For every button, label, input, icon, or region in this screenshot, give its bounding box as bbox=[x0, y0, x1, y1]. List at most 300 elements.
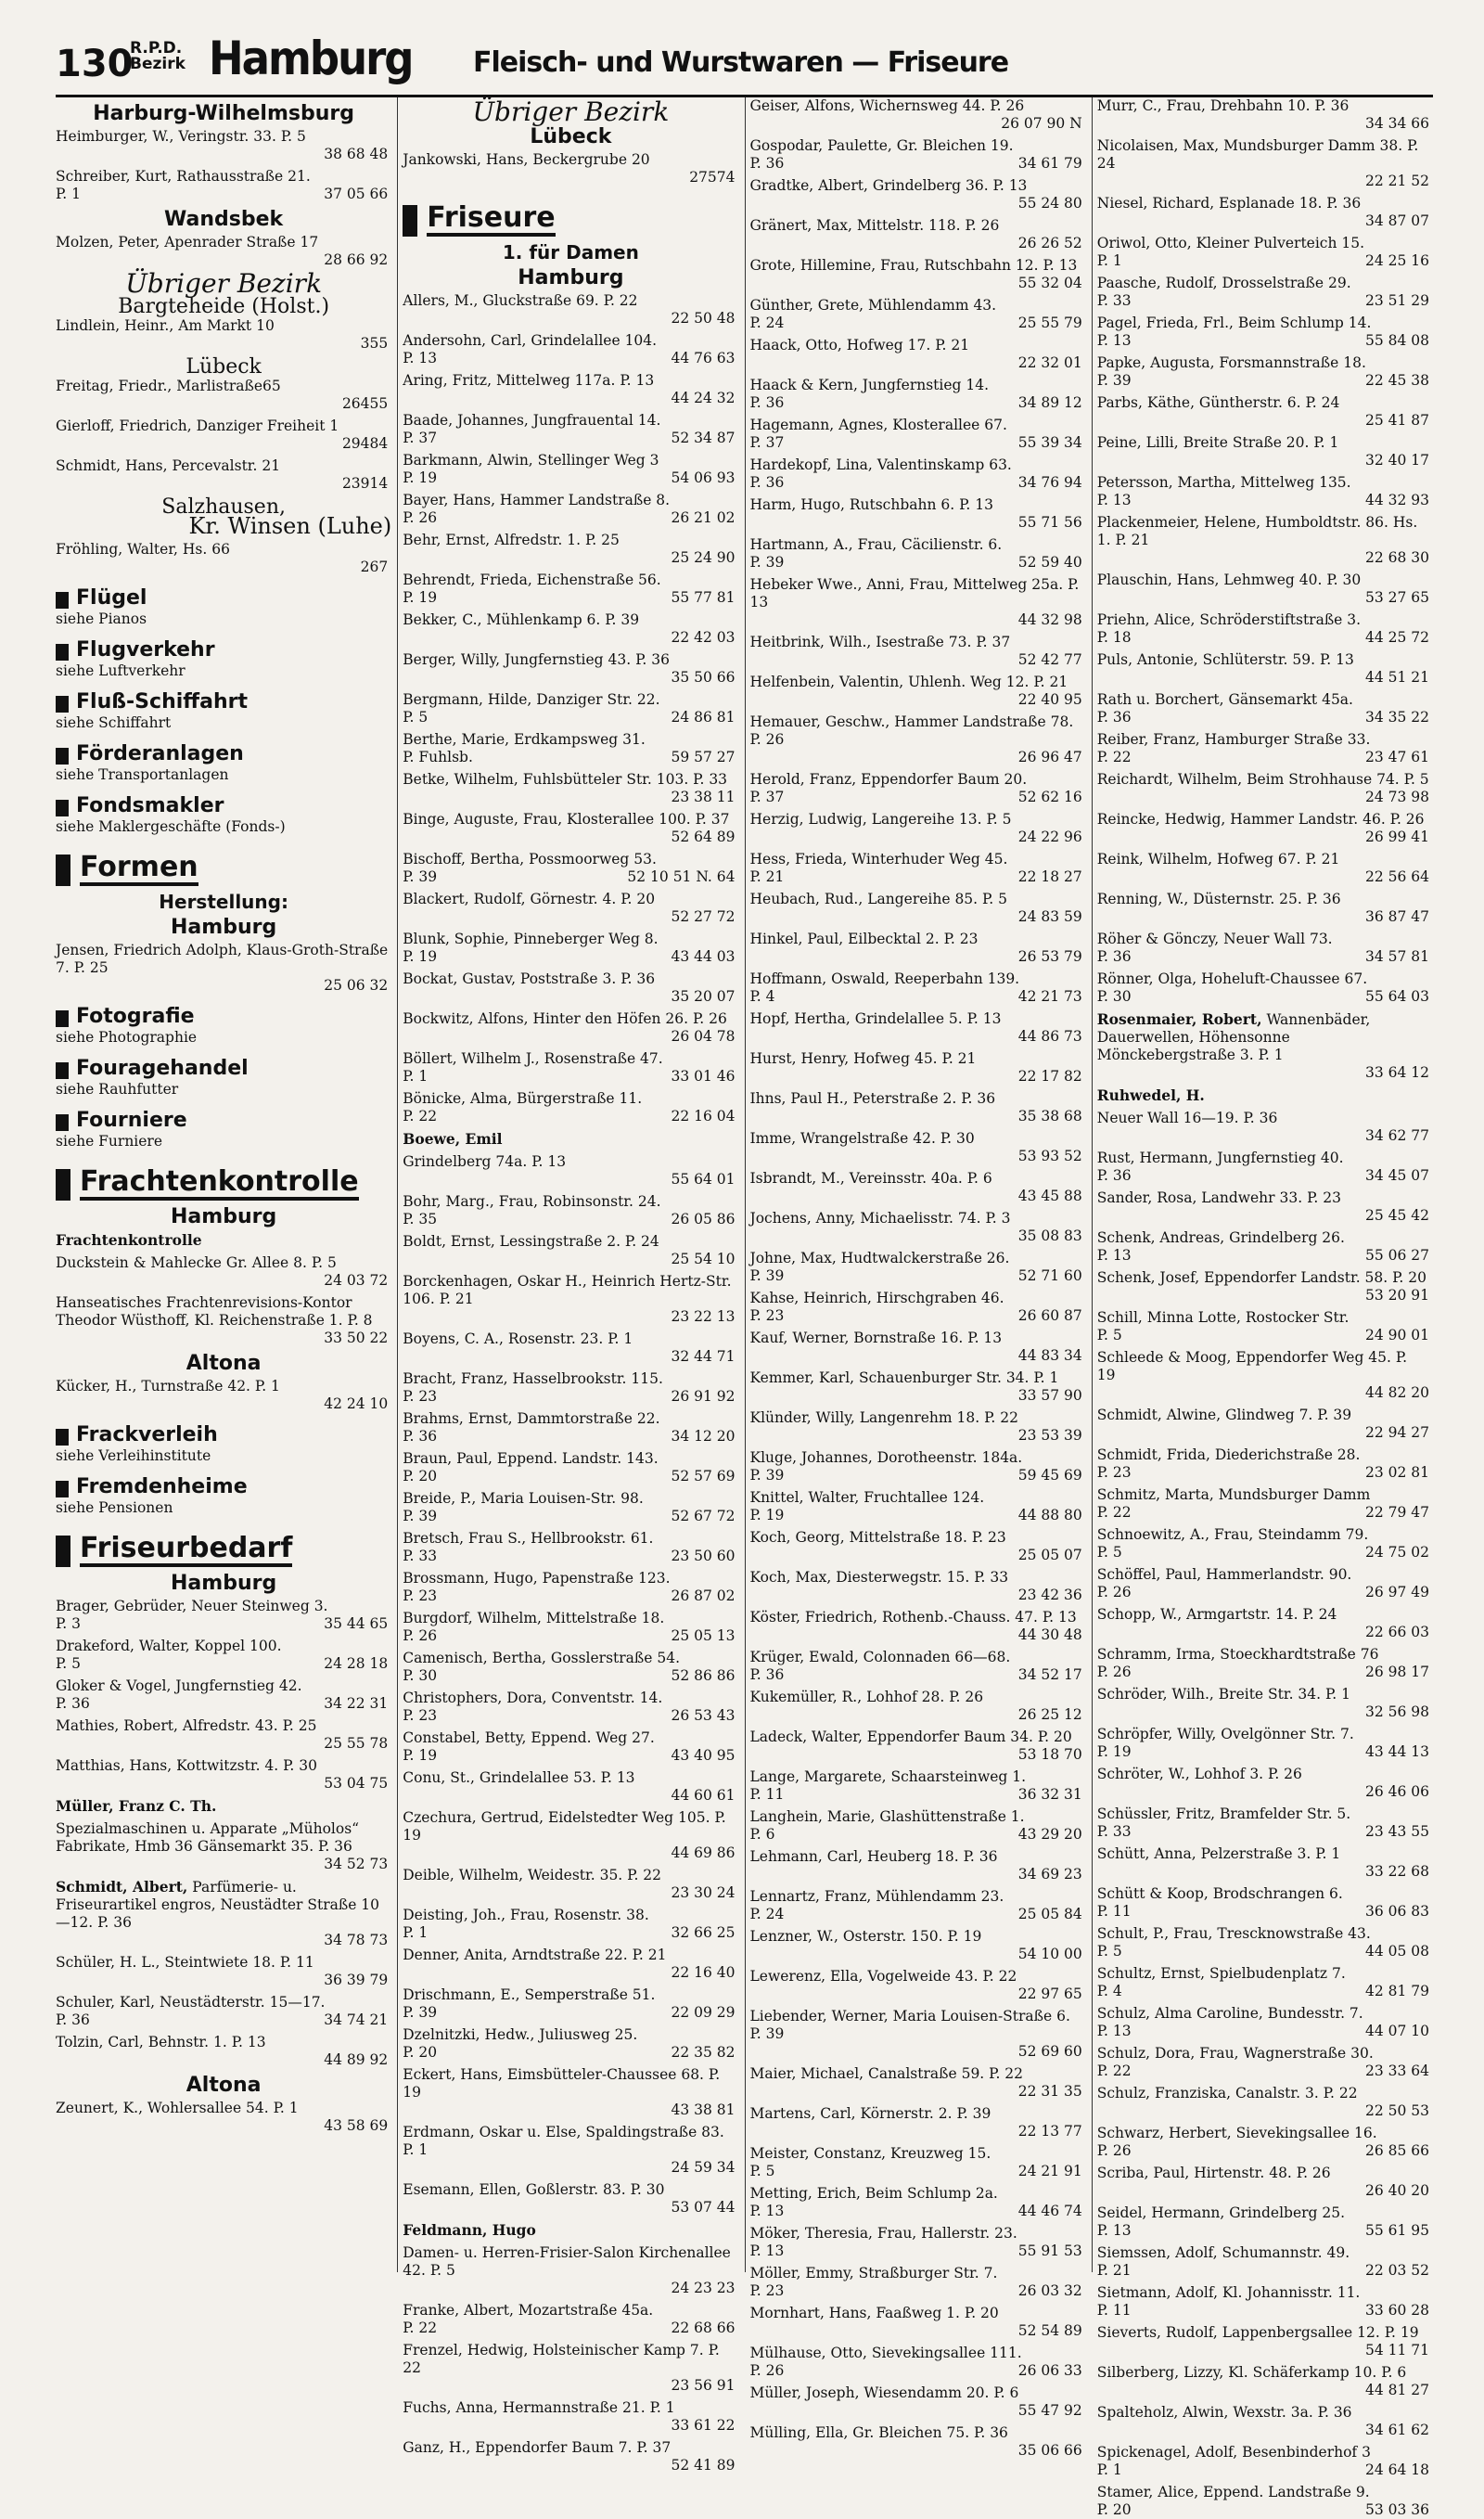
listing-entry bbox=[56, 378, 388, 413]
listing-entry bbox=[403, 2066, 735, 2119]
listing-entry bbox=[750, 713, 1082, 766]
postal-zone: P. 13 bbox=[749, 2243, 785, 2259]
listing-name: Reink, Wilhelm, Hofweg 67. P. 21 bbox=[1096, 851, 1340, 868]
phone-number: 26 99 41 bbox=[1364, 829, 1429, 845]
listing-name: Schütt, Anna, Pelzerstraße 3. P. 1 bbox=[1096, 1845, 1341, 1862]
listing-entry bbox=[403, 2244, 735, 2297]
listing-meta bbox=[750, 434, 1082, 452]
listing-entry bbox=[1097, 2324, 1429, 2359]
listing-entry bbox=[750, 2424, 1082, 2460]
listing-entry bbox=[750, 1290, 1082, 1325]
listing-entry bbox=[403, 1050, 735, 1086]
region-heading: Übriger Bezirk bbox=[472, 96, 670, 127]
phone-number: 36 06 83 bbox=[1364, 1903, 1429, 1920]
listing-meta bbox=[56, 1655, 388, 1673]
section-title: Fremdenheime bbox=[76, 1475, 248, 1498]
phone-number: 44 89 92 bbox=[324, 2051, 389, 2068]
listing-name: Reichardt, Wilhelm, Beim Strohhause 74. P. 5 bbox=[1096, 771, 1429, 788]
phone-number: 53 27 65 bbox=[1364, 589, 1429, 606]
listing-name: Schröter, W., Lohhof 3. P. 26 bbox=[1096, 1766, 1302, 1782]
listing-entry bbox=[403, 891, 735, 926]
phone-number: 44 46 74 bbox=[1017, 2203, 1082, 2219]
listing-entry bbox=[56, 1797, 388, 1816]
listing-entry bbox=[1097, 811, 1429, 846]
phone-number: 26 07 90 N bbox=[1001, 115, 1082, 132]
phone-number: 34 12 20 bbox=[671, 1428, 736, 1445]
listing-meta bbox=[403, 1348, 735, 1366]
listing-meta bbox=[56, 1272, 388, 1290]
listing-meta bbox=[1097, 412, 1429, 430]
listing-name: Drakeford, Walter, Koppel 100. bbox=[56, 1638, 282, 1654]
listing-meta bbox=[403, 1627, 735, 1645]
listing-meta bbox=[1097, 1167, 1429, 1185]
phone-number: 44 51 21 bbox=[1364, 669, 1429, 686]
listing-name: Paasche, Rudolf, Drosselstraße 29. bbox=[1096, 275, 1351, 291]
phone-number: 52 10 51 N. 64 bbox=[627, 868, 736, 885]
phone-number: 44 83 34 bbox=[1017, 1347, 1082, 1364]
phone-number: 52 62 16 bbox=[1017, 789, 1082, 805]
listing-name: Schmidt, Alwine, Glindweg 7. P. 39 bbox=[1096, 1407, 1352, 1423]
phone-number: 33 64 12 bbox=[1364, 1064, 1429, 1081]
listing-meta bbox=[750, 1068, 1082, 1086]
postal-zone: P. 26 bbox=[1096, 2142, 1132, 2159]
listing-name: Erdmann, Oskar u. Else, Spaldingstraße 83. P. 1 bbox=[403, 2124, 729, 2158]
postal-zone: P. 5 bbox=[1096, 1544, 1122, 1561]
listing-entry bbox=[403, 970, 735, 1006]
listing-name: Martens, Carl, Körnerstr. 2. P. 39 bbox=[749, 2105, 991, 2122]
postal-zone: P. 1 bbox=[403, 1068, 429, 1085]
phone-number: 43 38 81 bbox=[671, 2101, 736, 2118]
listing-entry bbox=[403, 492, 735, 527]
listing-entry bbox=[1097, 2404, 1429, 2439]
listing-meta bbox=[750, 1307, 1082, 1325]
phone-number: 42 24 10 bbox=[324, 1395, 389, 1412]
listing-meta bbox=[403, 390, 735, 407]
listing-name: Bekker, C., Mühlenkamp 6. P. 39 bbox=[403, 611, 640, 628]
listing-meta bbox=[750, 2083, 1082, 2101]
listing-meta bbox=[56, 559, 388, 576]
listing-name: Sieverts, Rudolf, Lappenbergsallee 12. P. 19 bbox=[1096, 2324, 1419, 2341]
listing-name: Frenzel, Hedwig, Holsteinischer Kamp 7. P. 22 bbox=[403, 2342, 724, 2376]
listing-name: Brahms, Ernst, Dammtorstraße 22. bbox=[403, 1410, 660, 1427]
listing-meta bbox=[1097, 2182, 1429, 2200]
listing-entry bbox=[403, 292, 735, 328]
column-rule bbox=[1092, 97, 1093, 2272]
listing-meta bbox=[750, 1507, 1082, 1524]
listing-entry bbox=[1097, 2484, 1429, 2519]
listing-meta bbox=[1097, 2422, 1429, 2439]
postal-zone: P. 20 bbox=[403, 2044, 438, 2061]
listing-entry bbox=[750, 1529, 1082, 1564]
listing-entry bbox=[750, 674, 1082, 709]
listing-name: Stamer, Alice, Eppend. Landstraße 9. bbox=[1096, 2484, 1370, 2500]
postal-zone: P. 4 bbox=[1096, 1983, 1122, 1999]
phone-number: 34 76 94 bbox=[1017, 474, 1082, 491]
region-heading: Übriger Bezirk bbox=[125, 268, 323, 299]
listing-name: Rönner, Olga, Hoheluft-Chaussee 67. bbox=[1096, 970, 1368, 987]
listing-name: Niesel, Richard, Esplanade 18. P. 36 bbox=[1096, 195, 1362, 212]
listing-name: Ruhwedel, H. bbox=[1096, 1086, 1205, 1104]
phone-number: 355 bbox=[360, 335, 389, 352]
listing-entry bbox=[56, 942, 393, 995]
listing-entry bbox=[750, 1808, 1082, 1844]
phone-number: 52 57 69 bbox=[671, 1468, 736, 1484]
postal-zone: P. 22 bbox=[403, 2320, 438, 2336]
postal-zone: P. 26 bbox=[403, 509, 438, 526]
listing-entry bbox=[1097, 731, 1429, 766]
listing-meta bbox=[750, 1347, 1082, 1365]
cross-reference-section bbox=[56, 638, 391, 680]
listing-name: Tolzin, Carl, Behnstr. 1. P. 13 bbox=[56, 2034, 266, 2050]
listing-meta bbox=[750, 1746, 1082, 1764]
listing-name: Klünder, Willy, Langenrehm 18. P. 22 bbox=[749, 1409, 1018, 1426]
phone-number: 25 55 79 bbox=[1017, 315, 1082, 331]
listing-meta bbox=[750, 868, 1082, 886]
listing-entry bbox=[1097, 1606, 1429, 1641]
listing-name: Siemssen, Adolf, Schumannstr. 49. bbox=[1096, 2244, 1350, 2261]
listing-meta bbox=[403, 310, 735, 328]
listing-meta bbox=[56, 1932, 388, 1949]
listing-meta bbox=[1097, 629, 1429, 647]
phone-number: 34 61 62 bbox=[1364, 2422, 1429, 2438]
cross-reference: siehe Pianos bbox=[56, 610, 147, 627]
phone-number: 24 75 02 bbox=[1364, 1544, 1429, 1561]
listing-entry bbox=[1097, 1845, 1429, 1881]
listing-entry bbox=[403, 1153, 735, 1189]
listing-name: Helfenbein, Valentin, Uhlenh. Weg 12. P. 21 bbox=[749, 674, 1068, 690]
phone-number: 34 22 31 bbox=[324, 1695, 389, 1712]
phone-number: 34 35 22 bbox=[1364, 709, 1429, 726]
listing-entry bbox=[56, 1254, 388, 1290]
listing-meta bbox=[1097, 1863, 1429, 1881]
listing-name: Mathies, Robert, Alfredstr. 43. P. 25 bbox=[56, 1717, 317, 1734]
listing-entry bbox=[1097, 354, 1429, 390]
listing-name: Schultz, Ernst, Spielbudenplatz 7. bbox=[1096, 1965, 1346, 1982]
listing-entry bbox=[403, 651, 735, 687]
listing-entry bbox=[750, 1888, 1082, 1923]
listing-meta bbox=[1097, 1743, 1429, 1761]
listing-name: Müller, Joseph, Wiesendamm 20. P. 6 bbox=[749, 2384, 1019, 2401]
listing-meta bbox=[750, 1706, 1082, 1724]
phone-number: 26 53 43 bbox=[671, 1707, 736, 1724]
listing-meta bbox=[750, 394, 1082, 412]
column-2 bbox=[403, 96, 738, 2474]
listing-meta bbox=[403, 1211, 735, 1228]
listing-meta bbox=[56, 2051, 388, 2069]
listing-details: Parfümerie- u. Friseurartikel engros, Neustädter Straße 10—12. P. 36 bbox=[56, 1879, 380, 1931]
listing-name: Boewe, Emil bbox=[403, 1130, 503, 1148]
listing-entry bbox=[1097, 315, 1429, 350]
listing-meta bbox=[750, 1786, 1082, 1804]
phone-number: 23 53 39 bbox=[1017, 1427, 1082, 1444]
listing-details: Wannenbäder, Dauerwellen, Höhensonne Mönckebergstraße 3. P. 1 bbox=[1096, 1011, 1371, 1063]
listing-name: Bohr, Marg., Frau, Robinsonstr. 24. bbox=[403, 1193, 661, 1210]
listing-meta bbox=[403, 1548, 735, 1565]
section-heading bbox=[56, 690, 391, 713]
listing-meta bbox=[1097, 589, 1429, 607]
listing-name: Mülling, Ella, Gr. Bleichen 75. P. 36 bbox=[749, 2424, 1008, 2441]
listing-entry bbox=[56, 1294, 388, 1347]
listing-entry bbox=[1097, 2165, 1429, 2200]
postal-zone: P. 36 bbox=[403, 1428, 438, 1445]
cross-reference: siehe Schiffahrt bbox=[56, 714, 172, 731]
phone-number: 22 94 27 bbox=[1364, 1424, 1429, 1441]
postal-zone: P. 37 bbox=[749, 789, 785, 805]
listing-name: Silberberg, Lizzy, Kl. Schäferkamp 10. P. 6 bbox=[1096, 2364, 1407, 2381]
listing-name: Sietmann, Adolf, Kl. Johannisstr. 11. bbox=[1096, 2284, 1361, 2301]
listing-meta bbox=[56, 1695, 388, 1713]
listing-name: Köster, Friedrich, Rothenb.-Chauss. 47. P. 13 bbox=[749, 1609, 1077, 1626]
postal-zone: P. 19 bbox=[403, 1747, 438, 1764]
section-marker-icon bbox=[403, 205, 417, 237]
phone-number: 25 05 84 bbox=[1017, 1906, 1082, 1922]
phone-number: 26 96 47 bbox=[1017, 749, 1082, 765]
listing-meta bbox=[750, 2402, 1082, 2420]
listing-meta bbox=[403, 2320, 735, 2337]
listing-meta bbox=[750, 1427, 1082, 1445]
listing-name: Esemann, Ellen, Goßlerstr. 83. P. 30 bbox=[403, 2181, 665, 2198]
listing-meta bbox=[750, 789, 1082, 806]
listing-name: Peine, Lilli, Breite Straße 20. P. 1 bbox=[1096, 434, 1339, 451]
phone-number: 26 26 52 bbox=[1017, 235, 1082, 251]
listing-name: Lange, Margarete, Schaarsteinweg 1. bbox=[749, 1768, 1027, 1785]
phone-number: 26 21 02 bbox=[671, 509, 736, 526]
listing-name: Borckenhagen, Oskar H., Heinrich Hertz-Str. 106. P. 21 bbox=[403, 1273, 736, 1307]
listing-meta bbox=[403, 1171, 735, 1189]
phone-number: 29484 bbox=[341, 435, 389, 452]
listing-entry bbox=[56, 234, 388, 269]
listing-meta bbox=[1097, 1064, 1429, 1082]
phone-number: 32 44 71 bbox=[671, 1348, 736, 1365]
section-marker-icon bbox=[56, 1169, 70, 1201]
phone-number: 22 68 30 bbox=[1364, 549, 1429, 566]
section-marker-icon bbox=[56, 1429, 69, 1446]
phone-number: 23914 bbox=[341, 475, 389, 492]
phone-number: 23 43 55 bbox=[1364, 1823, 1429, 1840]
phone-number: 22 79 47 bbox=[1364, 1504, 1429, 1521]
postal-zone: P. 37 bbox=[403, 430, 438, 446]
postal-zone: P. 5 bbox=[1096, 1943, 1122, 1960]
listing-entry bbox=[750, 2345, 1082, 2380]
listing-meta bbox=[403, 948, 735, 966]
listing-name: Schill, Minna Lotte, Rostocker Str. bbox=[1096, 1309, 1350, 1326]
listing-name: Mülhause, Otto, Sievekingsallee 111. bbox=[749, 2345, 1022, 2361]
listing-entry bbox=[750, 2225, 1082, 2260]
listing-meta bbox=[403, 1388, 735, 1406]
postal-zone: P. 5 bbox=[1096, 1327, 1122, 1343]
section-title: Fondsmakler bbox=[76, 794, 224, 817]
listing-name: Constabel, Betty, Eppend. Weg 27. bbox=[403, 1729, 655, 1746]
listing-entry bbox=[403, 2302, 735, 2337]
phone-number: 26 25 12 bbox=[1017, 1706, 1082, 1723]
listing-meta bbox=[1097, 1207, 1429, 1225]
listing-name: Hardekopf, Lina, Valentinskamp 63. bbox=[749, 456, 1012, 473]
listing-meta bbox=[403, 549, 735, 567]
subsection-heading: 1. für Damen bbox=[502, 241, 639, 263]
listing-entry bbox=[750, 1768, 1082, 1804]
listing-meta bbox=[56, 1395, 388, 1413]
listing-entry bbox=[750, 97, 1082, 133]
listing-entry bbox=[1097, 394, 1429, 430]
postal-zone: P. 39 bbox=[749, 1267, 785, 1284]
listing-meta bbox=[750, 315, 1082, 332]
listing-meta bbox=[1097, 1464, 1429, 1482]
town-heading: Lübeck bbox=[186, 355, 262, 379]
phone-number: 35 38 68 bbox=[1017, 1108, 1082, 1125]
listing-entry bbox=[750, 2185, 1082, 2220]
listing-meta bbox=[403, 2377, 735, 2395]
listing-name: Schopp, W., Armgartstr. 14. P. 24 bbox=[1096, 1606, 1337, 1623]
listing-meta bbox=[1097, 372, 1429, 390]
listing-meta bbox=[403, 1884, 735, 1902]
listing-name: Böllert, Wilhelm J., Rosenstraße 47. bbox=[403, 1050, 663, 1067]
phone-number: 52 64 89 bbox=[671, 829, 736, 845]
listing-meta bbox=[1097, 1424, 1429, 1442]
listing-meta bbox=[1097, 1943, 1429, 1960]
section-marker-icon bbox=[56, 1481, 69, 1497]
listing-entry bbox=[1097, 1269, 1429, 1304]
listing-meta bbox=[750, 829, 1082, 846]
listing-meta bbox=[56, 2011, 388, 2029]
postal-zone: P. 24 bbox=[749, 315, 785, 331]
phone-number: 44 07 10 bbox=[1364, 2023, 1429, 2039]
listing-entry bbox=[750, 1928, 1082, 1963]
phone-number: 23 47 61 bbox=[1364, 749, 1429, 765]
listing-name: Puls, Antonie, Schlüterstr. 59. P. 13 bbox=[1096, 651, 1354, 668]
listing-meta bbox=[1097, 1504, 1429, 1522]
phone-number: 24 21 91 bbox=[1017, 2163, 1082, 2179]
phone-number: 44 32 93 bbox=[1364, 492, 1429, 508]
listing-entry bbox=[1097, 1766, 1429, 1801]
listing-name: Hartmann, A., Frau, Cäcilienstr. 6. bbox=[749, 536, 1003, 553]
listing-meta bbox=[750, 611, 1082, 629]
listing-meta bbox=[750, 354, 1082, 372]
postal-zone: P. 36 bbox=[749, 394, 785, 411]
listing-name: Haack & Kern, Jungfernstieg 14. bbox=[749, 377, 990, 393]
section-title: Friseurbedarf bbox=[80, 1534, 292, 1567]
listing-name: Bönicke, Alma, Bürgerstraße 11. bbox=[403, 1090, 643, 1107]
postal-zone: P. 13 bbox=[1096, 332, 1132, 349]
phone-number: 24 64 18 bbox=[1364, 2461, 1429, 2478]
listing-entry bbox=[56, 1820, 388, 1873]
listing-name: Spickenagel, Adolf, Besenbinderhof 3 bbox=[1096, 2444, 1371, 2461]
phone-number: 44 82 20 bbox=[1364, 1384, 1429, 1401]
listing-entry bbox=[1097, 1349, 1429, 1402]
listing-entry bbox=[56, 1231, 388, 1250]
listing-name: Papke, Augusta, Forsmannstraße 18. bbox=[1096, 354, 1366, 371]
listing-entry bbox=[750, 377, 1082, 412]
phone-number: 26 60 87 bbox=[1017, 1307, 1082, 1324]
listing-meta bbox=[1097, 2342, 1429, 2359]
listing-name: Blunk, Sophie, Pinneberger Weg 8. bbox=[403, 931, 659, 947]
phone-number: 55 39 34 bbox=[1017, 434, 1082, 451]
phone-number: 53 03 36 bbox=[1364, 2501, 1429, 2518]
listing-meta bbox=[1097, 2063, 1429, 2080]
listing-meta bbox=[750, 651, 1082, 669]
phone-number: 25 05 13 bbox=[671, 1627, 736, 1644]
phone-number: 22 50 53 bbox=[1364, 2102, 1429, 2119]
listing-meta bbox=[1097, 1384, 1429, 1402]
listing-meta bbox=[403, 1747, 735, 1765]
cross-reference: siehe Maklergeschäfte (Fonds-) bbox=[56, 818, 286, 835]
phone-number: 52 59 40 bbox=[1017, 554, 1082, 571]
phone-number: 25 45 42 bbox=[1364, 1207, 1429, 1224]
listing-meta bbox=[1097, 115, 1429, 133]
listing-name: Behr, Ernst, Alfredstr. 1. P. 25 bbox=[403, 532, 620, 548]
listing-meta bbox=[1097, 1783, 1429, 1801]
listing-entry bbox=[1097, 1965, 1429, 2000]
listing-meta bbox=[56, 1735, 388, 1753]
listing-entry bbox=[1097, 572, 1429, 607]
phone-number: 54 10 00 bbox=[1017, 1946, 1082, 1962]
listing-name: Mornhart, Hans, Faaßweg 1. P. 20 bbox=[749, 2305, 999, 2321]
listing-name: Müller, Franz C. Th. bbox=[56, 1797, 217, 1815]
postal-zone: P. 11 bbox=[1096, 1903, 1132, 1920]
column-rule bbox=[745, 97, 746, 2272]
listing-name: Schuler, Karl, Neustädterstr. 15—17. bbox=[56, 1994, 326, 2011]
listing-entry bbox=[750, 137, 1082, 173]
listing-name: Günther, Grete, Mühlendamm 43. bbox=[749, 297, 997, 314]
listing-name: Lewerenz, Ella, Vogelweide 43. P. 22 bbox=[749, 1968, 1017, 1985]
listing-entry bbox=[750, 851, 1082, 886]
listing-name: Kluge, Johannes, Dorotheenstr. 184a. bbox=[749, 1449, 1023, 1466]
listing-meta bbox=[403, 1068, 735, 1086]
listing-name: Johne, Max, Hudtwalckerstraße 26. bbox=[749, 1250, 1010, 1266]
listing-entry bbox=[403, 572, 735, 607]
postal-zone: P. 26 bbox=[1096, 1664, 1132, 1680]
phone-number: 59 45 69 bbox=[1017, 1467, 1082, 1484]
cross-reference: siehe Furniere bbox=[56, 1133, 163, 1150]
location-heading: Wandsbek bbox=[164, 208, 284, 231]
phone-number: 34 34 66 bbox=[1364, 115, 1429, 132]
postal-zone: P. 33 bbox=[1096, 1823, 1132, 1840]
section-marker-icon bbox=[56, 644, 69, 661]
listing-name: Kemmer, Karl, Schauenburger Str. 34. P. 1 bbox=[749, 1369, 1059, 1386]
section-title: Formen bbox=[80, 853, 198, 886]
listing-name: Berger, Willy, Jungfernstieg 43. P. 36 bbox=[403, 651, 670, 668]
phone-number: 22 42 03 bbox=[671, 629, 736, 646]
phone-number: 24 22 96 bbox=[1017, 829, 1082, 845]
listing-entry bbox=[750, 970, 1082, 1006]
phone-number: 52 34 87 bbox=[671, 430, 736, 446]
listing-meta bbox=[1097, 2222, 1429, 2240]
listing-name: Kauf, Werner, Bornstraße 16. P. 13 bbox=[749, 1330, 1003, 1346]
listing-name: Metting, Erich, Beim Schlump 2a. bbox=[749, 2185, 998, 2202]
listing-entry bbox=[750, 1330, 1082, 1365]
listing-meta bbox=[403, 1667, 735, 1685]
phone-number: 55 64 01 bbox=[671, 1171, 736, 1188]
listing-entry bbox=[56, 1757, 388, 1793]
listing-meta bbox=[750, 1028, 1082, 1046]
listing-name: Petersson, Martha, Mittelweg 135. bbox=[1096, 474, 1351, 491]
listing-meta bbox=[1097, 1544, 1429, 1562]
phone-number: 22 45 38 bbox=[1364, 372, 1429, 389]
phone-number: 52 41 89 bbox=[671, 2457, 736, 2474]
listing-meta bbox=[750, 2362, 1082, 2380]
phone-number: 22 66 03 bbox=[1364, 1624, 1429, 1640]
listing-entry bbox=[750, 1649, 1082, 1684]
listing-name: Möker, Theresia, Frau, Hallerstr. 23. bbox=[749, 2225, 1017, 2242]
column-rule bbox=[397, 97, 398, 2272]
phone-number: 26 03 32 bbox=[1017, 2282, 1082, 2299]
listing-entry bbox=[750, 1369, 1082, 1405]
listing-entry bbox=[750, 496, 1082, 532]
phone-number: 35 08 83 bbox=[1017, 1227, 1082, 1244]
listing-entry bbox=[1097, 851, 1429, 886]
listing-name: Schmidt, Frida, Diederichstraße 28. bbox=[1096, 1446, 1361, 1463]
postal-zone: P. 22 bbox=[1096, 1504, 1132, 1521]
listing-meta bbox=[56, 1615, 388, 1633]
